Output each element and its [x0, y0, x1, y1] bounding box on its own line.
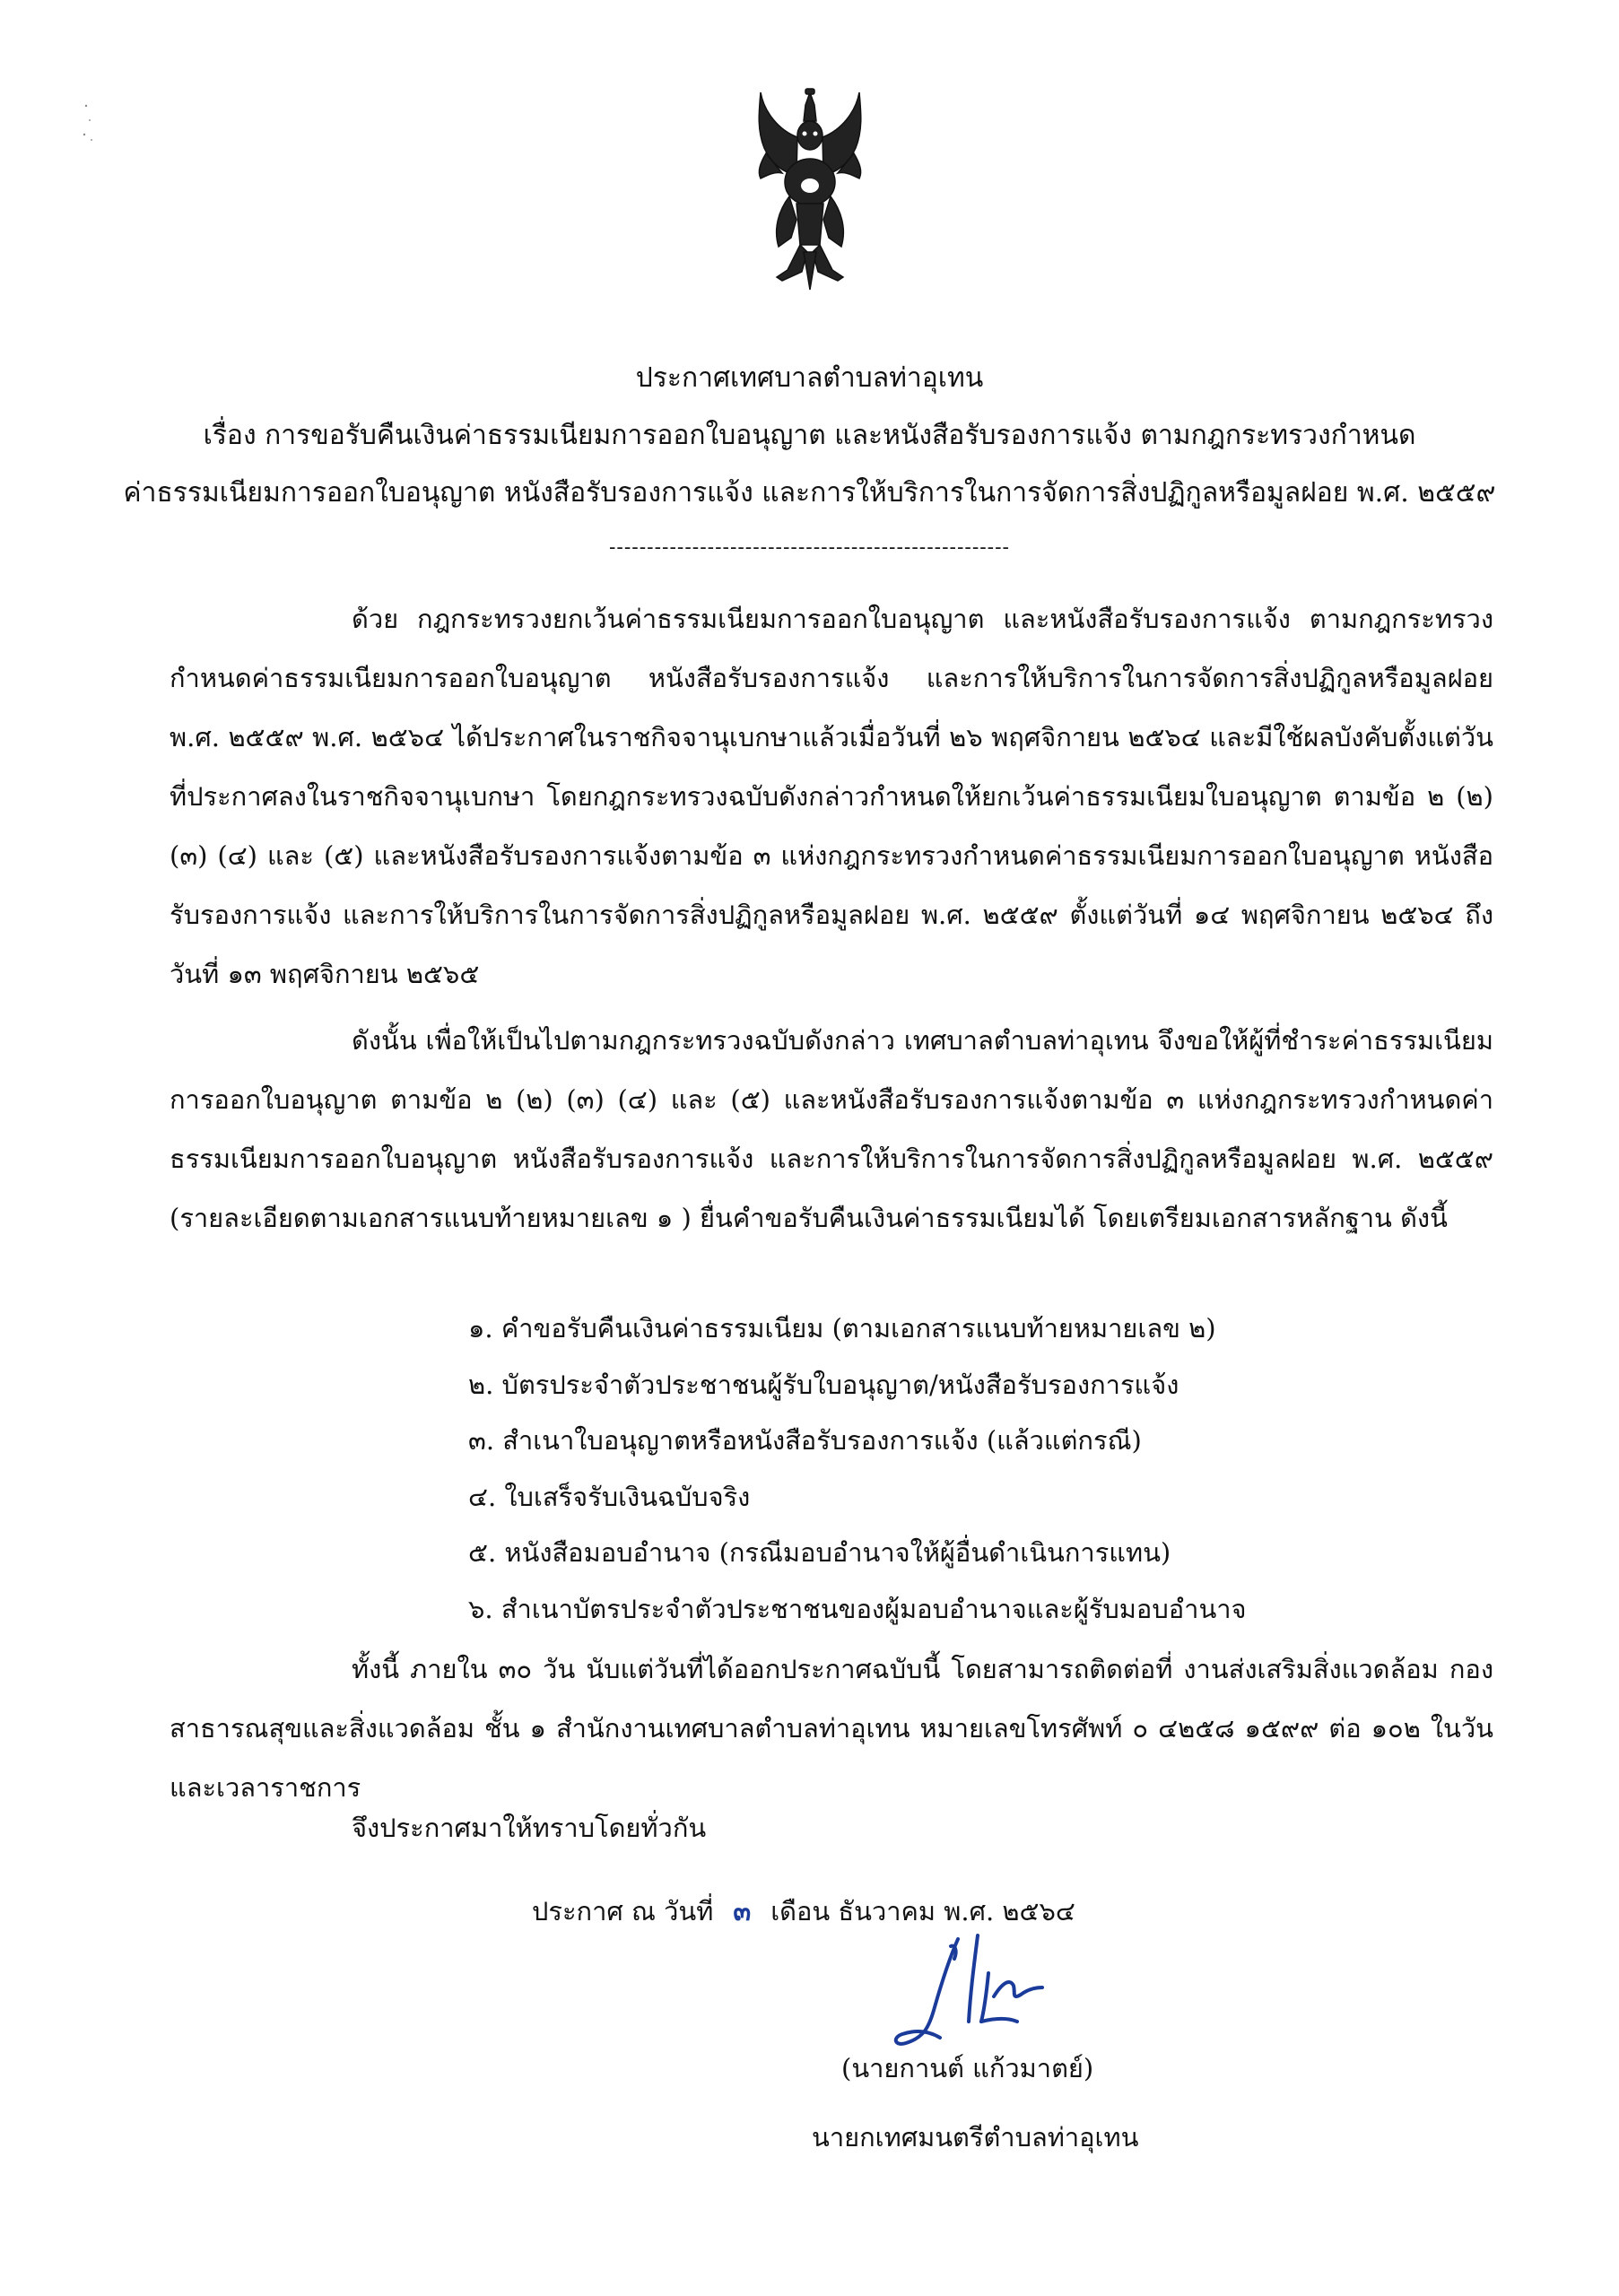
paragraph-1 [170, 589, 1493, 1004]
required-documents-list [468, 1300, 1247, 1637]
announcement-title: ประกาศเทศบาลตำบลท่าอุเทน [635, 362, 984, 394]
signer-name: (นายกานต์ แก้วมาตย์) [841, 2053, 1094, 2083]
paragraph-2 [170, 1011, 1493, 1248]
list-item: ๒. บัตรประจำตัวประชาชนผู้รับใบอนุญาต/หนังสือรับรองการแจ้ง [468, 1369, 1179, 1400]
list-item: ๖. สำเนาบัตรประจำตัวประชาชนของผู้มอบอำนาจและผู้รับมอบอำนาจ [468, 1593, 1247, 1624]
date-day: ๓ [733, 1896, 752, 1926]
subject-line-2: ค่าธรรมเนียมการออกใบอนุญาต หนังสือรับรองการแจ้ง และการให้บริการในการจัดการสิ่งปฏิกูลหรือมูลฝอย พ.ศ. ๒๕๕๙ [123, 477, 1496, 509]
date-suffix: เดือน ธันวาคม พ.ศ. ๒๕๖๔ [770, 1896, 1075, 1926]
garuda-emblem-icon [752, 85, 868, 296]
subject-line-1: เรื่อง การขอรับคืนเงินค่าธรรมเนียมการออกใบอนุญาต และหนังสือรับรองการแจ้ง ตามกฎกระทรวงกำหนด [203, 420, 1416, 451]
handwritten-signature-icon [888, 1928, 1094, 2063]
paragraph-2-text: ดังนั้น เพื่อให้เป็นไปตามกฎกระทรวงฉบับดังกล่าว เทศบาลตำบลท่าอุเทน จึงขอให้ผู้ที่ชำระค่าธรรมเนียมการออกใบอนุญาต ตามข้อ ๒ (๒) (๓) (๔) และ (๕) และหนังสือรับรองการแจ้งตามข้อ ๓ แห่งกฎกระทรวงกำหนดค่าธรรมเนียมการออกใบอนุญาต หนังสือรับรองการแจ้ง และการให้บริการในการจัดการสิ่งปฏิกูลหรือมูลฝอย พ.ศ. ๒๕๕๙ (รายละเอียดตามเอกสารแนบท้ายหมายเลข ๑ ) ยื่นคำขอรับคืนเงินค่าธรรมเนียมได้ โดยเตรียมเอกสารหลักฐาน ดังนี้ [170, 1025, 1493, 1233]
separator-line: ----------------------------------------------------- [609, 536, 1010, 559]
signer-position: นายกเทศมนตรีตำบลท่าอุเทน [812, 2122, 1139, 2152]
closing-statement: จึงประกาศมาให้ทราบโดยทั่วกัน [352, 1813, 707, 1843]
list-item: ๓. สำเนาใบอนุญาตหรือหนังสือรับรองการแจ้ง (แล้วแต่กรณี) [468, 1425, 1142, 1456]
list-item: ๕. หนังสือมอบอำนาจ (กรณีมอบอำนาจให้ผู้อื่นดำเนินการแทน) [468, 1537, 1171, 1568]
paragraph-1-text: ด้วย กฎกระทรวงยกเว้นค่าธรรมเนียมการออกใบอนุญาต และหนังสือรับรองการแจ้ง ตามกฎกระทรวงกำหนดค่าธรรมเนียมการออกใบอนุญาต หนังสือรับรองการแจ้ง และการให้บริการในการจัดการสิ่งปฏิกูลหรือมูลฝอย พ.ศ. ๒๕๕๙ พ.ศ. ๒๕๖๔ ได้ประกาศในราชกิจจานุเบกษาแล้วเมื่อวันที่ ๒๖ พฤศจิกายน ๒๕๖๔ และมีใช้ผลบังคับตั้งแต่วันที่ประกาศลงในราชกิจจานุเบกษา โดยกฎกระทรวงฉบับดังกล่าวกำหนดให้ยกเว้นค่าธรรมเนียมใบอนุญาต ตามข้อ ๒ (๒) (๓) (๔) และ (๕) และหนังสือรับรองการแจ้งตามข้อ ๓ แห่งกฎกระทรวงกำหนดค่าธรรมเนียมการออกใบอนุญาต หนังสือรับรองการแจ้ง และการให้บริการในการจัดการสิ่งปฏิกูลหรือมูลฝอย พ.ศ. ๒๕๕๙ ตั้งแต่วันที่ ๑๔ พฤศจิกายน ๒๕๖๔ ถึงวันที่ ๑๓ พฤศจิกายน ๒๕๖๕ [170, 604, 1493, 989]
list-item: ๑. คำขอรับคืนเงินค่าธรรมเนียม (ตามเอกสารแนบท้ายหมายเลข ๒) [468, 1313, 1216, 1344]
scan-speck-icon [79, 100, 115, 154]
date-prefix: ประกาศ ณ วันที่ [532, 1896, 714, 1926]
list-item: ๔. ใบเสร็จรับเงินฉบับจริง [468, 1481, 751, 1512]
paragraph-3-text: ทั้งนี้ ภายใน ๓๐ วัน นับแต่วันที่ได้ออกประกาศฉบับนี้ โดยสามารถติดต่อที่ งานส่งเสริมสิ่งแวดล้อม กองสาธารณสุขและสิ่งแวดล้อม ชั้น ๑ สำนักงานเทศบาลตำบลท่าอุเทน หมายเลขโทรศัพท์ ๐ ๔๒๕๘ ๑๕๙๙ ต่อ ๑๐๒ ในวันและเวลาราชการ [170, 1654, 1493, 1803]
announcement-date [532, 1891, 1075, 1932]
paragraph-3 [170, 1639, 1493, 1817]
